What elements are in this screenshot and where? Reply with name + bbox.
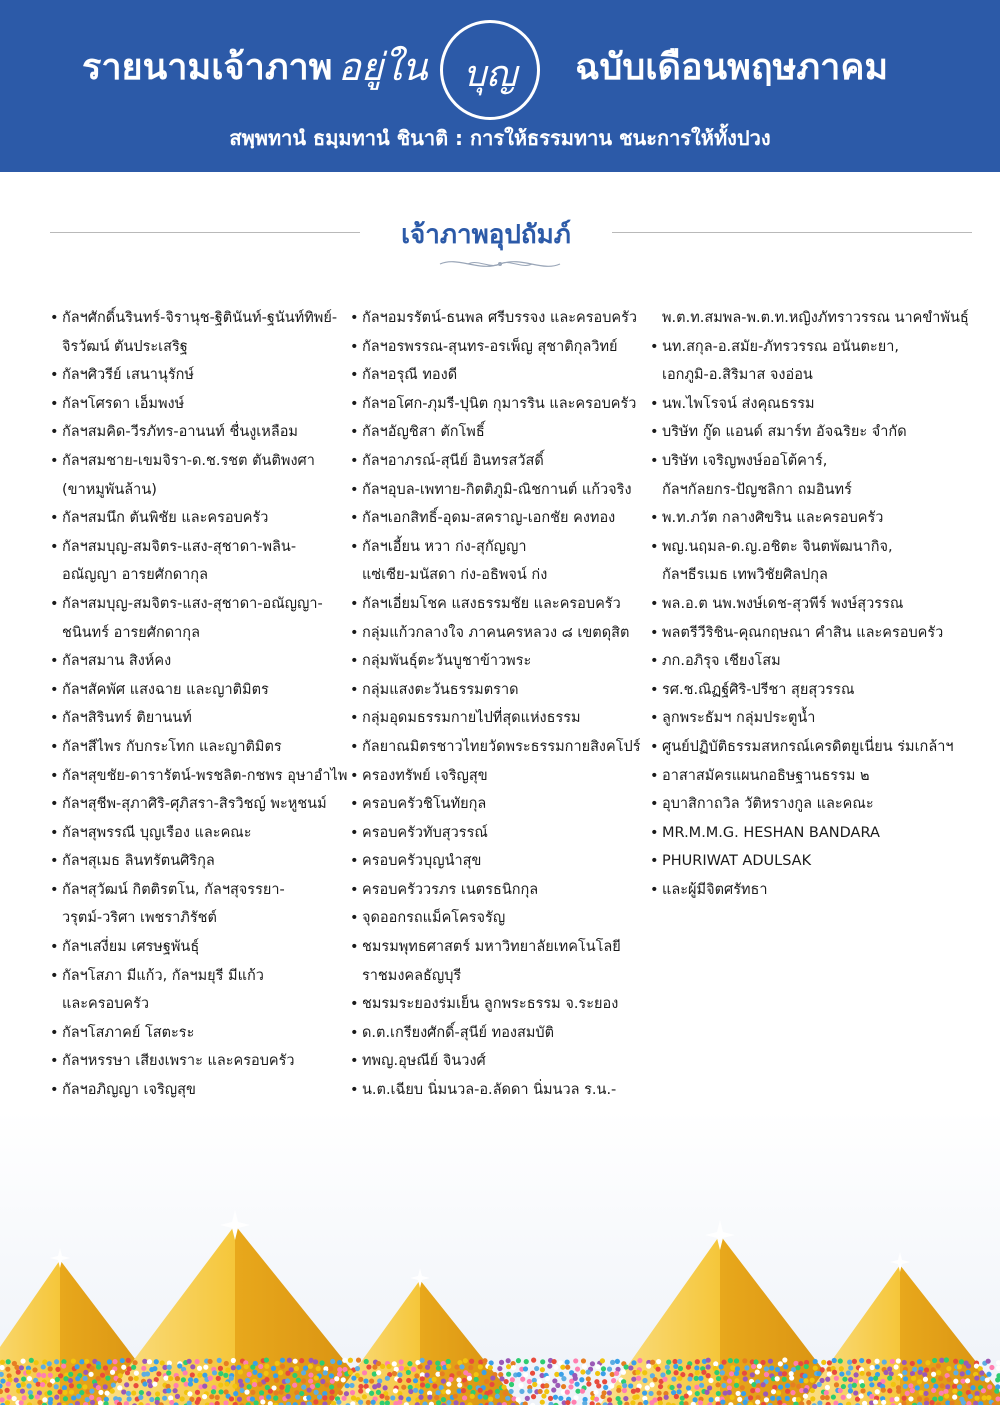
donor-list-item: • พล.อ.ต นพ.พงษ์เดช-สุวพีร์ พงษ์สุวรรณ [650, 590, 980, 619]
donor-list-item: • ภก.อภิรุจ เชียงโสม [650, 647, 980, 676]
donor-list-item: • กัลฯสมบุญ-สมจิตร-แสง-สุชาดา-พลิน- อณัญญา อารยศักดากุล [50, 533, 350, 590]
donor-list-item: • กัลฯอรพรรณ-สุนทร-อรเพ็ญ สุชาติกุลวิทย์ [350, 333, 658, 362]
donor-list-item: • กัลฯเอกสิทธิ์-อุดม-สคราญ-เอกชัย คงทอง [350, 504, 658, 533]
donor-list-item: • MR.M.M.G. HESHAN BANDARA [650, 819, 980, 848]
donor-list-item: • กัลฯเอี่ยมโชค แสงธรรมชัย และครอบครัว [350, 590, 658, 619]
donor-list-item: • กลุ่มพันธุ์ตะวันบูชาข้าวพระ [350, 647, 658, 676]
donor-list-item: • กลุ่มแก้วกลางใจ ภาคนครหลวง ๘ เขตดุสิต [350, 619, 658, 648]
donor-list-item: • กัลฯสุขชัย-ดารารัตน์-พรชลิต-กชพร อุษาอำไพ [50, 762, 350, 791]
donor-list-item: • กัลฯสมบุญ-สมจิตร-แสง-สุชาดา-อณัญญา- ชนินทร์ อารยศักดากุล [50, 590, 350, 647]
donor-list-item: • ครอบครัวทับสุวรรณ์ [350, 819, 658, 848]
donor-list-item: • กัลฯโสภา มีแก้ว, กัลฯมยุรี มีแก้ว และครอบครัว [50, 962, 350, 1019]
donor-list-item: • กัลฯอมรรัตน์-ธนพล ศรีบรรจง และครอบครัว [350, 304, 658, 333]
donor-list-item: • ลูกพระธัมฯ กลุ่มประตูน้ำ [650, 704, 980, 733]
donor-list-item: • กัลฯอุบล-เพทาย-กิตติภูมิ-ณิชกานต์ แก้วจริง [350, 476, 658, 505]
donor-list-item: • ด.ต.เกรียงศักดิ์-สุนีย์ ทองสมบัติ [350, 1019, 658, 1048]
header-title [0, 34, 1000, 94]
donor-list-item: • กัลฯเสงี่ยม เศรษฐพันธุ์ [50, 933, 350, 962]
donor-list-2 [350, 304, 658, 1105]
divider-left [50, 232, 360, 233]
donor-list-item: • ครอบครัววรภร เนตรธนิกกุล [350, 876, 658, 905]
donor-list-item: • กัลฯอภิญญา เจริญสุข [50, 1076, 350, 1105]
donor-list-item: • พ.ท.ภวัต กลางศิขริน และครอบครัว [650, 504, 980, 533]
donor-list-item: • กัลฯสิรินทร์ ติยานนท์ [50, 704, 350, 733]
donor-list-item: • ครองทรัพย์ เจริญสุข [350, 762, 658, 791]
donor-list-item: • กัลฯเอี้ยน หวา ก่ง-สุกัญญา แซ่เซีย-มนัสดา ก่ง-อธิพจน์ ก่ง [350, 533, 658, 590]
donor-list-item: • กัลฯสุชีพ-สุภาศิริ-ศุภิสรา-สิรวิชญ์ พะหูชนม์ [50, 790, 350, 819]
donor-list-item: • กัลฯศิวรีย์ เสนานุรักษ์ [50, 361, 350, 390]
donor-list-item: • ชมรมระยองร่มเย็น ลูกพระธรรม จ.ระยอง [350, 990, 658, 1019]
flourish-ornament-icon [438, 256, 562, 272]
donor-list-item: • กัลฯศักดิ์นรินทร์-จิรานุช-ฐิตินันท์-ฐนันท์ทิพย์- จิรวัฒน์ ตันประเสริฐ [50, 304, 350, 361]
donor-list-item: • กัลฯหรรษา เสียงเพราะ และครอบครัว [50, 1047, 350, 1076]
donor-list-item: • กัลฯอาภรณ์-สุนีย์ อินทรสวัสดิ์ [350, 447, 658, 476]
donor-list-item: • กัลฯสีไพร กับกระโทก และญาติมิตร [50, 733, 350, 762]
donor-list-item: • อุบาสิกาถวิล วัติหรางกูล และคณะ [650, 790, 980, 819]
donor-list-item: • กัลฯอโศก-ภุมรี-ปุนิต กุมารริน และครอบครัว [350, 390, 658, 419]
title-left: รายนามเจ้าภาพ [82, 47, 333, 88]
golden-pyramid-scene [0, 1110, 1000, 1405]
section-title: เจ้าภาพอุปถัมภ์ [401, 220, 571, 250]
donor-list-item: • ครอบครัวชิโนทัยกุล [350, 790, 658, 819]
donor-column-3 [650, 304, 980, 904]
donor-list-item: • และผู้มีจิตศรัทธา [650, 876, 980, 905]
donor-list-item: • พญ.นฤมล-ด.ญ.อชิตะ จินตพัฒนากิจ, กัลฯธีรเมธ เทพวิชัยศิลปกุล [650, 533, 980, 590]
donor-column-2 [350, 304, 658, 1105]
donor-list-item: • กัลฯสมชาย-เขมจิรา-ด.ช.รชต ตันติพงศา (ขาหมูพันล้าน) [50, 447, 350, 504]
donor-list-item: • ชมรมพุทธศาสตร์ มหาวิทยาลัยเทคโนโลยี ราชมงคลธัญบุรี [350, 933, 658, 990]
donor-list-item: • พลตรีวีริชิน-คุณกฤษณา คำสิน และครอบครัว [650, 619, 980, 648]
donor-list-item: • นพ.ไพโรจน์ ส่งคุณธรรม [650, 390, 980, 419]
donor-list-item: • รศ.ช.ณิฏฐ์ศิริ-ปรีชา สุยสุวรรณ [650, 676, 980, 705]
donor-list-item: • กัลฯสมาน สิงห์คง [50, 647, 350, 676]
donor-list-item: • กัลฯอัญชิสา ตักโพธิ์ [350, 418, 658, 447]
donor-list-item: • น.ต.เฉียบ นิ่มนวล-อ.ลัดดา นิ่มนวล ร.น.- [350, 1076, 658, 1105]
donor-list-item: • อาสาสมัครแผนกอธิษฐานธรรม ๒ [650, 762, 980, 791]
donor-list-item: • บริษัท เจริญพงษ์ออโต้คาร์, กัลฯกัลยกร-ปัญชลิกา ถมอินทร์ [650, 447, 980, 504]
donor-list-item: • กัลฯโสภาคย์ โสตะระ [50, 1019, 350, 1048]
donor-list-item: • กลุ่มอุดมธรรมกายไปที่สุดแห่งธรรม [350, 704, 658, 733]
title-right: ฉบับเดือนพฤษภาคม [575, 47, 889, 88]
donor-list-item: • ศูนย์ปฏิบัติธรรมสหกรณ์เครดิตยูเนี่ยน ร่มเกล้าฯ [650, 733, 980, 762]
donor-list-1 [50, 304, 350, 1105]
divider-right [612, 232, 972, 233]
logo-text-1: อยู่ใน [338, 45, 428, 89]
donor-list-item: พ.ต.ท.สมพล-พ.ต.ท.หญิงภัทราวรรณ นาคขำพันธุ์ [662, 310, 969, 326]
donor-list-item: • กัลฯสมนึก ตันพิชัย และครอบครัว [50, 504, 350, 533]
donor-list-item: • กัลฯสมคิด-วีรภัทร-อานนท์ ชื่นงูเหลือม [50, 418, 350, 447]
donor-list-item: • กัลยาณมิตรชาวไทยวัดพระธรรมกายสิงคโปร์ [350, 733, 658, 762]
header-banner [0, 0, 1000, 172]
donor-list-item: • PHURIWAT ADULSAK [650, 847, 980, 876]
donor-list-3 [650, 304, 980, 904]
donor-list-item: • ครอบครัวบุญนำสุข [350, 847, 658, 876]
donor-list-item: • กัลฯสุวัฒน์ กิตติรตโน, กัลฯสุจรรยา- วรุตม์-วริศา เพชราภิรัชต์ [50, 876, 350, 933]
donor-list-item: • กัลฯโศรดา เอ็มพงษ์ [50, 390, 350, 419]
section-heading [0, 212, 1000, 272]
subtitle: สพฺพทานํ ธมฺมทานํ ชินาติ : การให้ธรรมทาน ชนะการให้ทั้งปวง [229, 126, 771, 150]
donor-column-1 [50, 304, 350, 1105]
donor-list-item: • นท.สกุล-อ.สมัย-ภัทรวรรณ อนันตะยา, เอกภูมิ-อ.สิริมาส จงอ่อน [650, 333, 980, 390]
donor-list-item: • กลุ่มแสงตะวันธรรมตราด [350, 676, 658, 705]
donor-list-item: • กัลฯสุเมธ ลินทรัตนศิริกุล [50, 847, 350, 876]
logo-text-2: บุญ [463, 54, 517, 95]
donor-list-item: • จุดออกรถแม็คโครจรัญ [350, 904, 658, 933]
donor-list-item: • กัลฯสุพรรณี บุญเรือง และคณะ [50, 819, 350, 848]
donor-list-item: • กัลฯอรุณี ทองดี [350, 361, 658, 390]
donor-list-item: • ทพญ.อุษณีย์ จินวงศ์ [350, 1047, 658, 1076]
donor-list-item: • กัลฯสัคพัศ แสงฉาย และญาติมิตร [50, 676, 350, 705]
donor-list-item: • บริษัท กู๊ด แอนด์ สมาร์ท อัจฉริยะ จำกัด [650, 418, 980, 447]
logo-circle [440, 20, 540, 120]
